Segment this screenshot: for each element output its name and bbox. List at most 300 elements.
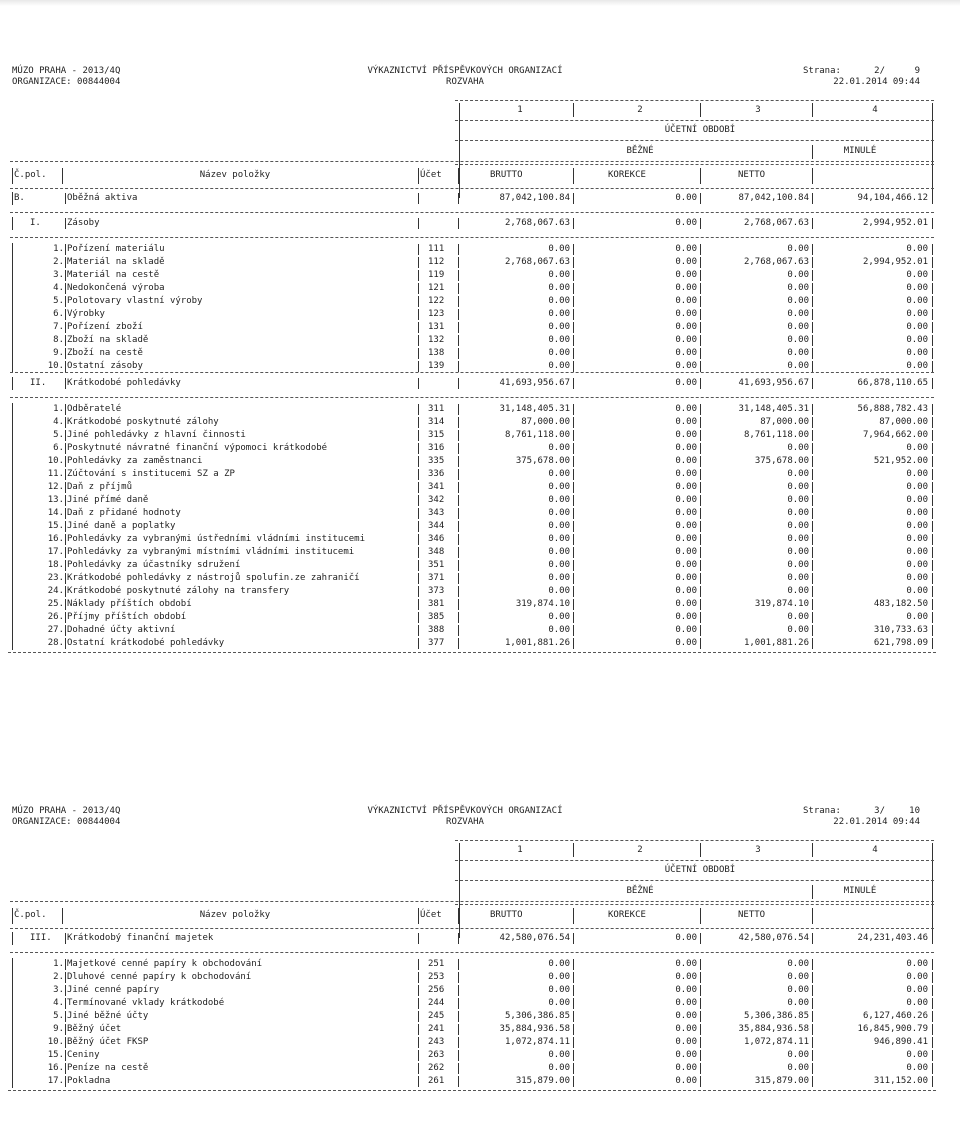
row-account: 343 [428, 508, 445, 518]
org-name: MÚZO PRAHA - 2013/4Q [12, 806, 121, 816]
row-korekce: 0.00 [675, 469, 697, 479]
column-rule [573, 404, 574, 415]
page-total: 9 [914, 66, 920, 76]
column-rule [573, 270, 574, 281]
column-rule [12, 637, 13, 650]
row-name: Dohadné účty aktivní [67, 625, 176, 635]
row-korekce: 0.00 [675, 443, 697, 453]
column-number: 3 [755, 105, 761, 115]
column-rule [418, 599, 419, 610]
row-brutto: 0.00 [548, 348, 570, 358]
report-title: VÝKAZNICTVÍ PŘÍSPĚVKOVÝCH ORGANIZACÍ [367, 66, 563, 76]
column-rule [573, 168, 574, 184]
row-korekce: 0.00 [675, 456, 697, 466]
print-date: 22.01.2014 09:44 [833, 817, 920, 827]
column-rule [418, 547, 419, 558]
column-rule [932, 283, 933, 294]
table-row [0, 559, 960, 572]
column-rule [418, 1037, 419, 1048]
row-brutto: 35,884,936.58 [499, 1024, 570, 1034]
row-name: Polotovary vlastní výroby [67, 296, 203, 306]
table-row [0, 468, 960, 481]
column-rule [932, 1063, 933, 1074]
row-netto: 0.00 [787, 625, 809, 635]
row-name: Krátkodobé pohledávky [67, 378, 181, 388]
row-number: 28. [47, 638, 64, 648]
row-netto: 0.00 [787, 534, 809, 544]
row-minule: 0.00 [906, 495, 928, 505]
row-minule: 521,952.00 [873, 456, 928, 466]
row-number: 4. [53, 283, 64, 293]
column-rule [65, 534, 66, 545]
row-minule: 0.00 [906, 972, 928, 982]
row-korekce: 0.00 [675, 1050, 697, 1060]
row-netto: 1,072,874.11 [743, 1037, 809, 1047]
row-netto: 35,884,936.58 [738, 1024, 809, 1034]
column-rule [418, 1063, 419, 1074]
section-row [0, 192, 960, 205]
row-minule: 0.00 [906, 335, 928, 345]
row-name: Materiál na cestě [67, 270, 160, 280]
column-rule [12, 269, 13, 282]
row-name: Běžný účet [67, 1024, 122, 1034]
row-brutto: 0.00 [548, 335, 570, 345]
row-number: 1. [53, 404, 64, 414]
column-rule [932, 322, 933, 333]
column-rule [932, 443, 933, 454]
table-row [0, 598, 960, 611]
row-name: Daň z příjmů [67, 482, 133, 492]
dashed-rule [8, 652, 936, 653]
column-rule [65, 296, 66, 307]
column-rule [700, 843, 701, 857]
column-rule [65, 586, 66, 597]
row-korekce: 0.00 [675, 985, 697, 995]
column-rule [65, 959, 66, 970]
row-brutto: 41,693,956.67 [499, 378, 570, 388]
column-rule [12, 347, 13, 360]
row-brutto: 0.00 [548, 586, 570, 596]
row-number: 17. [47, 547, 64, 557]
column-rule [932, 348, 933, 359]
row-name: Běžný účet FKSP [67, 1037, 149, 1047]
row-number: 16. [47, 1063, 64, 1073]
row-name: Majetkové cenné papíry k obchodování [67, 959, 263, 969]
row-number: 8. [53, 335, 64, 345]
row-korekce: 0.00 [675, 361, 697, 371]
row-brutto: 0.00 [548, 296, 570, 306]
row-account: 245 [428, 1011, 445, 1021]
row-brutto: 0.00 [548, 469, 570, 479]
row-number: 1. [53, 244, 64, 254]
row-korekce: 0.00 [675, 1011, 697, 1021]
row-minule: 24,231,403.46 [857, 933, 928, 943]
row-minule: 621,798.09 [873, 638, 928, 648]
row-minule: 0.00 [906, 521, 928, 531]
column-rule [65, 1063, 66, 1074]
row-name: Daň z přidané hodnoty [67, 508, 181, 518]
row-brutto: 0.00 [548, 1050, 570, 1060]
row-brutto: 0.00 [548, 547, 570, 557]
dashed-rule [455, 140, 934, 141]
row-number: 10. [47, 456, 64, 466]
column-rule [573, 599, 574, 610]
column-rule [65, 257, 66, 268]
column-rule [12, 442, 13, 455]
row-account: 132 [428, 335, 445, 345]
column-rule [573, 573, 574, 584]
column-rule [573, 378, 574, 389]
row-account: 311 [428, 404, 445, 414]
column-rule [932, 612, 933, 623]
row-number: 13. [47, 495, 64, 505]
row-number: 5. [53, 430, 64, 440]
column-rule [932, 638, 933, 649]
page-number: 3/ [874, 806, 885, 816]
row-account: 256 [428, 985, 445, 995]
row-brutto: 1,072,874.11 [504, 1037, 570, 1047]
row-minule: 0.00 [906, 985, 928, 995]
column-rule [932, 521, 933, 532]
row-number: 6. [53, 443, 64, 453]
row-account: 262 [428, 1063, 445, 1073]
row-korekce: 0.00 [675, 625, 697, 635]
table-row [0, 269, 960, 282]
row-brutto: 0.00 [548, 560, 570, 570]
column-rule [418, 972, 419, 983]
column-rule [932, 404, 933, 415]
dashed-rule [10, 397, 934, 398]
row-name: Pohledávky za zaměstnanci [67, 456, 203, 466]
row-brutto: 0.00 [548, 508, 570, 518]
column-rule [573, 1050, 574, 1061]
row-name: Ostatní krátkodobé pohledávky [67, 638, 225, 648]
row-account: 263 [428, 1050, 445, 1060]
row-brutto: 0.00 [548, 573, 570, 583]
column-rule [12, 572, 13, 585]
column-rule [932, 1076, 933, 1087]
column-rule [418, 270, 419, 281]
row-netto: 87,000.00 [760, 417, 809, 427]
row-korekce: 0.00 [675, 322, 697, 332]
row-minule: 7,964,662.00 [862, 430, 928, 440]
group-row [0, 932, 960, 945]
column-rule [573, 560, 574, 571]
row-number: 15. [47, 521, 64, 531]
column-rule [573, 482, 574, 493]
table-row [0, 1062, 960, 1075]
row-netto: 319,874.10 [754, 599, 809, 609]
column-rule [418, 417, 419, 428]
column-rule [418, 508, 419, 519]
row-account: 139 [428, 361, 445, 371]
row-account: 315 [428, 430, 445, 440]
row-number: 3. [53, 985, 64, 995]
header-item-number: Č.pol. [14, 910, 47, 920]
header-item-name: Název položky [199, 170, 271, 180]
row-netto: 2,768,067.63 [743, 218, 809, 228]
row-name: Pohledávky za vybranými místními vládními institucemi [67, 547, 355, 557]
row-account: 119 [428, 270, 445, 280]
table-row [0, 1036, 960, 1049]
column-rule [573, 244, 574, 255]
row-name: Pohledávky za účastníky sdružení [67, 560, 241, 570]
column-rule [12, 217, 13, 230]
column-rule [65, 335, 66, 346]
column-rule [573, 257, 574, 268]
column-rule [573, 309, 574, 320]
row-number: 23. [47, 573, 64, 583]
row-number: 2. [53, 257, 64, 267]
group-row [0, 217, 960, 230]
column-rule [65, 573, 66, 584]
table-row [0, 455, 960, 468]
row-brutto: 0.00 [548, 625, 570, 635]
column-rule [65, 547, 66, 558]
column-rule [932, 908, 933, 924]
row-number: 10. [47, 1037, 64, 1047]
row-number: 9. [53, 1024, 64, 1034]
column-rule [932, 1011, 933, 1022]
row-number: 18. [47, 560, 64, 570]
column-rule [12, 559, 13, 572]
row-minule: 66,878,110.65 [857, 378, 928, 388]
column-number: 4 [872, 105, 878, 115]
table-row [0, 637, 960, 650]
column-rule [418, 378, 419, 389]
column-rule [65, 309, 66, 320]
row-korekce: 0.00 [675, 1063, 697, 1073]
previous-period-label: MINULÉ [843, 146, 877, 156]
header-netto: NETTO [738, 170, 766, 180]
row-account: 111 [428, 244, 445, 254]
column-rule [573, 1063, 574, 1074]
row-minule: 0.00 [906, 959, 928, 969]
column-rule [573, 638, 574, 649]
row-minule: 0.00 [906, 322, 928, 332]
column-rule [812, 103, 813, 117]
row-name: Jiné běžné účty [67, 1011, 149, 1021]
row-account: 341 [428, 482, 445, 492]
row-account: 381 [428, 599, 445, 609]
column-rule [932, 193, 933, 204]
column-rule [65, 361, 66, 372]
report-subtitle: ROZVAHA [446, 77, 484, 87]
row-account: 123 [428, 309, 445, 319]
table-row [0, 295, 960, 308]
group-row [0, 377, 960, 390]
row-netto: 0.00 [787, 998, 809, 1008]
table-row [0, 572, 960, 585]
column-rule [812, 168, 813, 184]
row-netto: 0.00 [787, 495, 809, 505]
column-rule [418, 985, 419, 996]
row-number: 5. [53, 296, 64, 306]
column-rule [573, 972, 574, 983]
row-netto: 2,768,067.63 [743, 257, 809, 267]
column-rule [12, 1049, 13, 1062]
column-rule [12, 546, 13, 559]
row-netto: 0.00 [787, 972, 809, 982]
column-rule [573, 547, 574, 558]
column-rule [65, 1076, 66, 1087]
row-netto: 0.00 [787, 1063, 809, 1073]
row-netto: 0.00 [787, 508, 809, 518]
row-account: 348 [428, 547, 445, 557]
header-account: Účet [420, 910, 442, 920]
row-netto: 0.00 [787, 348, 809, 358]
row-number: III. [30, 933, 52, 943]
column-rule [573, 456, 574, 467]
row-account: 373 [428, 586, 445, 596]
column-rule [12, 971, 13, 984]
table-row [0, 585, 960, 598]
table-row [0, 533, 960, 546]
row-name: Zúčtování s institucemi SZ a ZP [67, 469, 235, 479]
dashed-rule [10, 901, 934, 902]
table-row [0, 624, 960, 637]
table-row [0, 282, 960, 295]
column-rule [932, 218, 933, 229]
column-rule [932, 257, 933, 268]
column-number: 2 [637, 845, 643, 855]
row-korekce: 0.00 [675, 193, 697, 203]
row-korekce: 0.00 [675, 430, 697, 440]
row-name: Termínované vklady krátkodobé [67, 998, 225, 1008]
row-minule: 0.00 [906, 534, 928, 544]
row-name: Krátkodobý finanční majetek [67, 933, 214, 943]
column-rule [932, 998, 933, 1009]
column-rule [573, 1024, 574, 1035]
current-period-label: BĚŽNÉ [626, 886, 654, 896]
org-id: ORGANIZACE: 00844004 [12, 817, 121, 827]
row-account: 131 [428, 322, 445, 332]
row-minule: 87,000.00 [879, 417, 928, 427]
page-number: 2/ [874, 66, 885, 76]
row-netto: 0.00 [787, 586, 809, 596]
row-name: Materiál na skladě [67, 257, 165, 267]
row-minule: 0.00 [906, 348, 928, 358]
column-rule [65, 193, 66, 204]
row-brutto: 0.00 [548, 959, 570, 969]
column-rule [459, 843, 460, 938]
column-rule [65, 508, 66, 519]
row-brutto: 0.00 [548, 495, 570, 505]
row-number: 6. [53, 309, 64, 319]
row-name: Pokladna [67, 1076, 111, 1086]
column-rule [65, 972, 66, 983]
table-row [0, 347, 960, 360]
row-brutto: 0.00 [548, 1063, 570, 1073]
column-rule [573, 443, 574, 454]
table-row [0, 243, 960, 256]
column-rule [932, 309, 933, 320]
row-name: Odběratelé [67, 404, 122, 414]
column-rule [459, 103, 460, 198]
row-number: 15. [47, 1050, 64, 1060]
column-rule [573, 586, 574, 597]
row-account: 112 [428, 257, 445, 267]
column-rule [12, 377, 13, 390]
row-number: 14. [47, 508, 64, 518]
row-netto: 0.00 [787, 244, 809, 254]
previous-period-label: MINULÉ [843, 886, 877, 896]
column-rule [65, 417, 66, 428]
column-rule [65, 244, 66, 255]
row-netto: 0.00 [787, 361, 809, 371]
column-rule [12, 1023, 13, 1036]
row-number: 12. [47, 482, 64, 492]
dashed-rule [455, 860, 934, 861]
column-rule [458, 908, 459, 924]
column-rule [573, 469, 574, 480]
row-minule: 0.00 [906, 586, 928, 596]
table-row [0, 429, 960, 442]
row-account: 122 [428, 296, 445, 306]
row-minule: 0.00 [906, 1050, 928, 1060]
row-netto: 8,761,118.00 [743, 430, 809, 440]
row-brutto: 87,042,100.84 [499, 193, 570, 203]
row-minule: 0.00 [906, 547, 928, 557]
table-row [0, 308, 960, 321]
row-number: 24. [47, 586, 64, 596]
column-rule [12, 520, 13, 533]
row-minule: 0.00 [906, 443, 928, 453]
column-rule [418, 456, 419, 467]
row-korekce: 0.00 [675, 534, 697, 544]
column-rule [12, 168, 13, 184]
column-rule [12, 243, 13, 256]
column-rule [65, 378, 66, 389]
column-rule [418, 218, 419, 229]
page-label: Strana: [803, 806, 841, 816]
column-rule [418, 430, 419, 441]
row-netto: 0.00 [787, 985, 809, 995]
row-korekce: 0.00 [675, 1024, 697, 1034]
row-brutto: 1,001,881.26 [504, 638, 570, 648]
column-rule [65, 1050, 66, 1061]
row-minule: 0.00 [906, 283, 928, 293]
column-rule [65, 270, 66, 281]
row-netto: 0.00 [787, 521, 809, 531]
row-number: 9. [53, 348, 64, 358]
column-rule [65, 404, 66, 415]
column-rule [573, 296, 574, 307]
table-row [0, 611, 960, 624]
column-rule [932, 560, 933, 571]
column-rule [932, 625, 933, 636]
row-korekce: 0.00 [675, 586, 697, 596]
row-number: 4. [53, 998, 64, 1008]
row-minule: 6,127,460.26 [862, 1011, 928, 1021]
row-brutto: 0.00 [548, 443, 570, 453]
column-rule [573, 521, 574, 532]
period-label: ÚČETNÍ OBDOBÍ [664, 125, 736, 135]
row-korekce: 0.00 [675, 417, 697, 427]
column-rule [573, 495, 574, 506]
column-rule [12, 468, 13, 481]
row-name: Jiné přímé daně [67, 495, 149, 505]
row-minule: 0.00 [906, 244, 928, 254]
column-number: 3 [755, 845, 761, 855]
column-rule [418, 908, 419, 924]
row-account: 243 [428, 1037, 445, 1047]
header-brutto: BRUTTO [490, 170, 523, 180]
row-korekce: 0.00 [675, 348, 697, 358]
column-number: 1 [517, 105, 523, 115]
header-item-name: Název položky [199, 910, 271, 920]
column-rule [62, 168, 63, 184]
